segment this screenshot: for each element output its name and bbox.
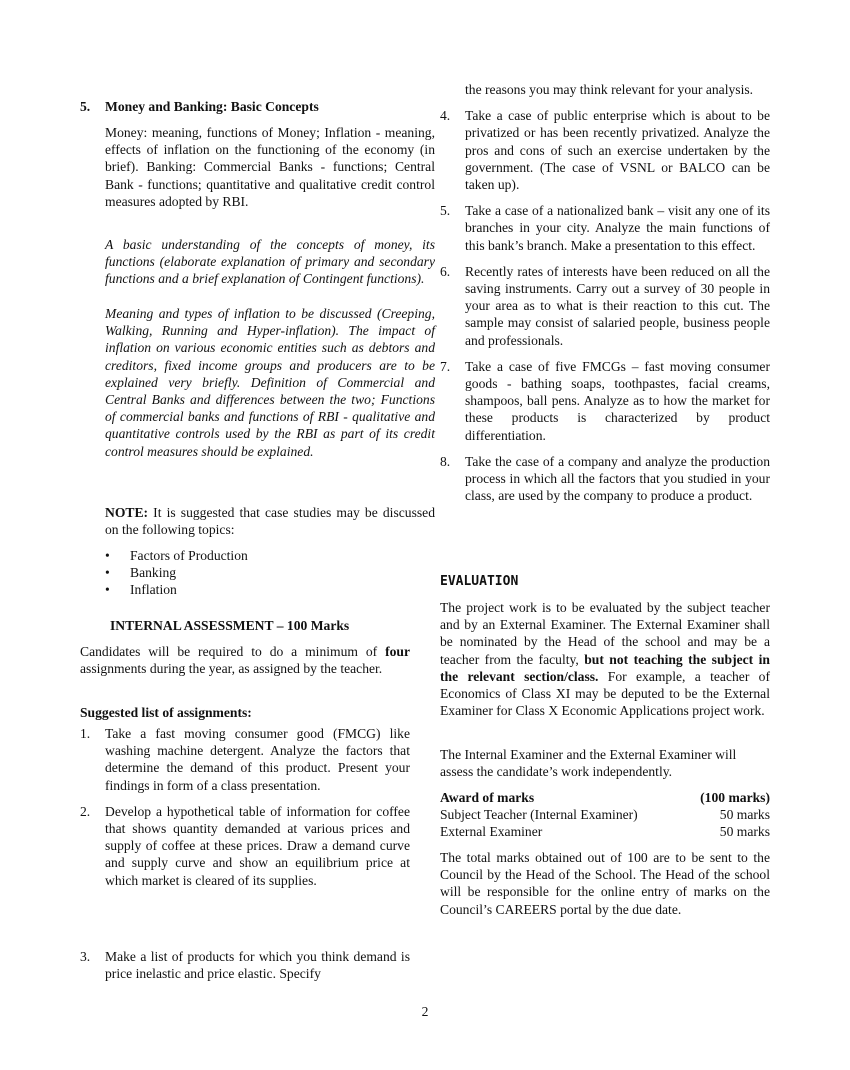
assignments-heading: Suggested list of assignments:: [80, 705, 252, 720]
item-text: the reasons you may think relevant for your analysis.: [465, 82, 754, 97]
evaluation-heading: EVALUATION: [440, 574, 519, 589]
assignment-list-part2: [80, 948, 410, 982]
section-number: 5.: [80, 99, 91, 114]
list-item: • Inflation: [80, 581, 410, 598]
row-marks: 50 marks: [719, 807, 770, 823]
list-item: • Factors of Production: [80, 547, 410, 564]
list-item: • Banking: [80, 564, 410, 581]
intro-bold: four: [385, 644, 410, 659]
row-label: External Examiner: [440, 824, 543, 840]
item-text: Take a case of a nationalized bank – visit any one of its branches in your city. Analyze the main functions of this bank’s branch. Make a presentation to this effect.: [465, 203, 770, 253]
item-number: 7.: [440, 358, 451, 374]
row-marks: 50 marks: [719, 824, 770, 840]
list-item: [440, 202, 770, 254]
award-label: Award of marks: [440, 790, 535, 805]
section-heading: [80, 98, 319, 115]
list-item: [440, 453, 770, 505]
item-number: 2.: [80, 803, 91, 819]
item-number: 6.: [440, 263, 451, 279]
item-number: 1.: [80, 726, 91, 741]
item-text: Develop a hypothetical table of information for coffee that shows quantity demanded at various prices and supply of coffee at these prices. Draw a demand curve and supply curve and show an equilibrium price at which market is cleared of its supplies.: [105, 803, 410, 888]
section-italic-1: A basic understanding of the concepts of money, its functions (elaborate explanation of primary and secondary functions and a brief explanation of Contingent functions).: [105, 237, 435, 287]
internal-assessment-heading: INTERNAL ASSESSMENT – 100 Marks: [110, 618, 350, 633]
section-title: Money and Banking: Basic Concepts: [105, 99, 319, 114]
item-number: 5.: [440, 203, 451, 219]
list-item: [80, 948, 410, 982]
intro-pre: Candidates will be required to do a minimum of: [80, 644, 386, 659]
p1-post: For example, a teacher of Economics of Class XI may be deputed to be the External Examiner for Class X Economic Applications project work.: [440, 668, 770, 719]
section-italic-2: Meaning and types of inflation to be discussed (Creeping, Walking, Running and Hyper-inflation). The impact of inflation on various economic entities such as debtors and creditors, fixed income groups and producers are to be explained very briefly. Definition of Commercial and Central Banks and differences between the two; Functions of commercial banks and functions of RBI - qualitative and quantitative controls used by the RBI as part of its credit control measures should be explained.: [105, 306, 435, 459]
row-label: Subject Teacher (Internal Examiner): [440, 807, 638, 823]
evaluation-paragraph-1: [440, 599, 770, 719]
intro-post: assignments during the year, as assigned by the teacher.: [80, 661, 383, 677]
section-intro: Money: meaning, functions of Money; Inflation - meaning, effects of inflation on the functioning of the economy (in brief). Banking: Commercial Banks - functions; Central Bank - functions; quantitative and qualitative credit control measures adopted by RBI.: [105, 125, 435, 209]
evaluation-paragraph-3: The total marks obtained out of 100 are to be sent to the Council by the Head of the School. The Head of the school will be responsible for the online entry of marks on the Council’s CAREERS portal by the due date.: [440, 850, 770, 917]
note-label: NOTE:: [105, 505, 149, 520]
item-text: Take a fast moving consumer good (FMCG) like washing machine detergent. Analyze the factors that determine the demand of this product. Present your findings in form of a class presentation.: [105, 726, 410, 793]
item-text: Make a list of products for which you think demand is price inelastic and price elastic. Specify: [105, 949, 410, 982]
topic-list: [80, 547, 410, 599]
item-text: Take the case of a company and analyze the production process in which all the factors that you studied in your class, are used by the company to produce a product.: [465, 453, 770, 504]
assignment-list-part1: [80, 725, 410, 889]
item-number: 8.: [440, 453, 451, 469]
award-total: (100 marks): [700, 790, 770, 805]
list-item-continued: [440, 81, 770, 98]
item-text: Take a case of five FMCGs – fast moving consumer goods - bathing soaps, toothpastes, facial creams, shampoos, ball pens. Analyze as to how the market for these products is characterized by product differentiation.: [465, 358, 770, 443]
table-row: [440, 806, 770, 823]
list-item: [80, 725, 410, 794]
list-item: [440, 263, 770, 349]
list-item: [440, 358, 770, 444]
item-number: 4.: [440, 108, 451, 124]
page-number: 2: [421, 1004, 429, 1019]
assignment-list-part3: [440, 81, 770, 504]
note-paragraph: [80, 504, 435, 538]
table-row: [440, 789, 770, 806]
table-row: [440, 823, 770, 840]
p1-pre: The project work is to be evaluated by the subject teacher and by an External Examiner. The External Examiner shall be nominated by the Head of the school and may be a teacher from the faculty,: [440, 600, 770, 667]
item-text: Recently rates of interests have been reduced on all the saving instruments. Carry out a survey of 30 people in your area as to what is their reaction to this cut. The sample may consist of salaried people, business people and professionals.: [465, 263, 770, 348]
internal-intro: [80, 643, 410, 677]
note-text: It is suggested that case studies may be discussed on the following topics:: [105, 505, 435, 538]
list-item: [440, 107, 770, 193]
item-text: Take a case of public enterprise which is about to be privatized or has been recently privatized. Analyze the pros and cons of such an exercise undertaken by the government. (The case of VSNL or BALCO can be taken up).: [465, 108, 770, 193]
p1-bold: but not teaching the subject in the relevant section/class.: [440, 651, 770, 684]
item-number: 3.: [80, 949, 91, 964]
evaluation-paragraph-2: The Internal Examiner and the External Examiner will assess the candidate’s work independently.: [440, 747, 737, 780]
award-table: [440, 789, 770, 841]
list-item: [80, 803, 410, 889]
